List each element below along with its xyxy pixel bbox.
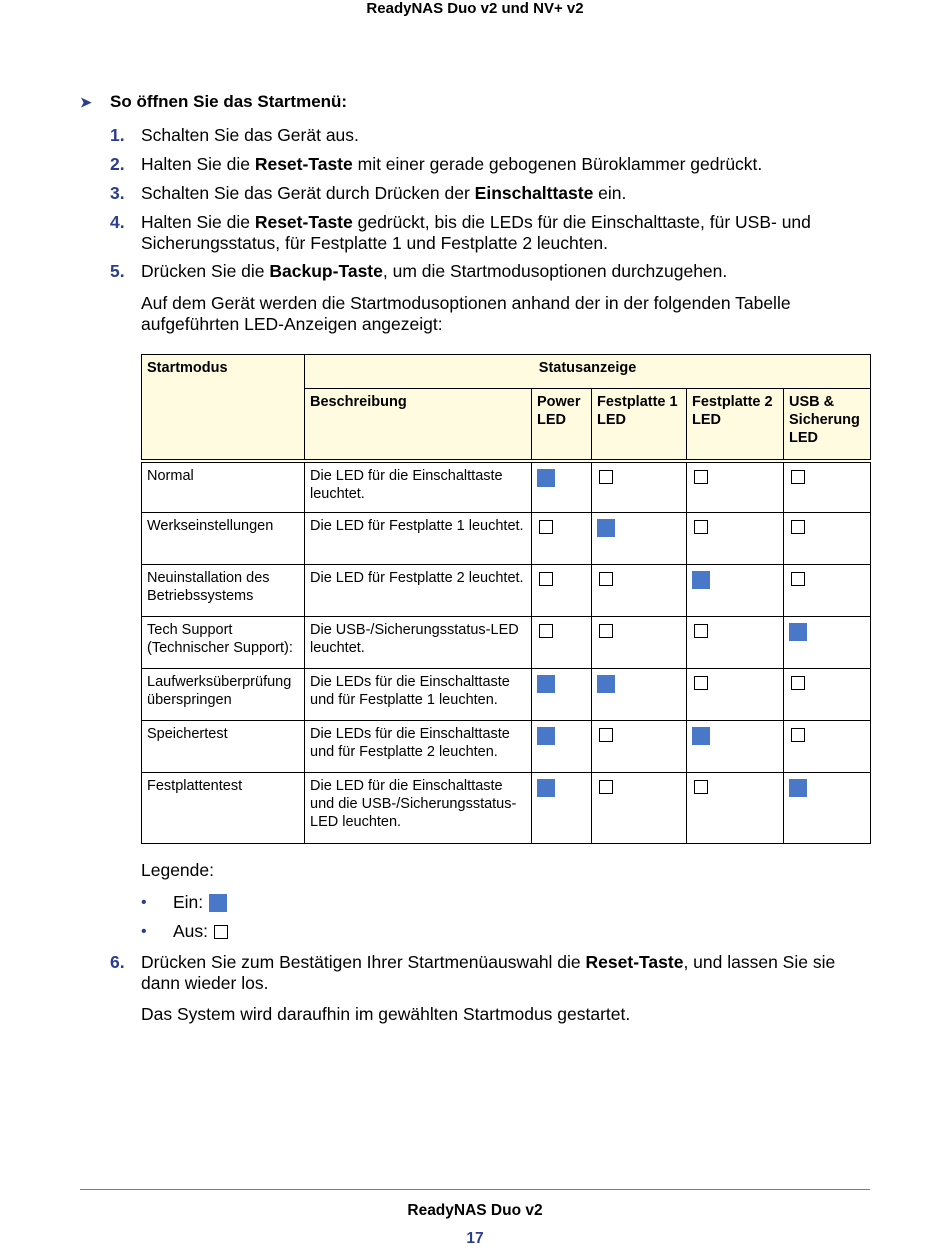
- led-cell-festplatte2: [687, 565, 784, 617]
- table-row: [142, 461, 871, 513]
- description-cell: Die LEDs für die Einschalttaste und für Festplatte 2 leuchten.: [305, 721, 532, 773]
- legend-off-label: Aus:: [173, 921, 209, 941]
- led-off-indicator: [539, 572, 553, 586]
- step-text: Schalten Sie das Gerät durch Drücken der Einschalttaste ein.: [141, 183, 627, 203]
- table-row: [142, 721, 871, 773]
- step-text: Drücken Sie zum Bestätigen Ihrer Startmenüauswahl die Reset-Taste, und lassen Sie sie dann wieder los.: [141, 952, 836, 993]
- led-off-indicator: [539, 520, 553, 534]
- header-statusanzeige: Statusanzeige: [305, 355, 871, 389]
- arrow-right-icon: ➤: [80, 93, 92, 110]
- led-off-indicator: [694, 676, 708, 690]
- led-cell-power: [532, 669, 592, 721]
- led-cell-usb: [784, 669, 871, 721]
- step-5: [110, 261, 870, 282]
- mode-cell: Tech Support (Technischer Support):: [142, 617, 305, 669]
- mode-cell: Speichertest: [142, 721, 305, 773]
- led-on-indicator: [789, 779, 807, 797]
- led-cell-power: [532, 461, 592, 513]
- led-off-indicator: [599, 780, 613, 794]
- led-off-indicator: [599, 728, 613, 742]
- description-cell: Die USB-/Sicherungsstatus-LED leuchtet.: [305, 617, 532, 669]
- led-cell-usb: [784, 513, 871, 565]
- table-row: [142, 513, 871, 565]
- led-off-indicator: [539, 624, 553, 638]
- header-festplatte2-led: Festplatte 2 LED: [687, 389, 784, 461]
- step-3: [110, 183, 870, 204]
- led-on-indicator: [537, 727, 555, 745]
- header-startmodus: Startmodus: [142, 355, 305, 461]
- led-cell-festplatte1: [592, 669, 687, 721]
- step-number: 3.: [110, 183, 125, 203]
- step-text: Drücken Sie die Backup-Taste, um die Startmodusoptionen durchzugehen.: [141, 261, 728, 281]
- mode-cell: Festplattentest: [142, 773, 305, 844]
- led-cell-usb: [784, 721, 871, 773]
- led-on-indicator: [597, 675, 615, 693]
- led-cell-festplatte2: [687, 513, 784, 565]
- led-on-indicator: [789, 623, 807, 641]
- led-off-indicator: [694, 470, 708, 484]
- header-title: ReadyNAS Duo v2 und NV+ v2: [366, 0, 584, 17]
- led-off-indicator: [694, 780, 708, 794]
- step-text: Halten Sie die Reset-Taste mit einer gerade gebogenen Büroklammer gedrückt.: [141, 154, 763, 174]
- description-cell: Die LEDs für die Einschalttaste und für Festplatte 1 leuchten.: [305, 669, 532, 721]
- step-number: 5.: [110, 261, 125, 281]
- led-on-swatch: [209, 894, 227, 912]
- description-cell: Die LED für die Einschalttaste und die USB-/Sicherungsstatus-LED leuchten.: [305, 773, 532, 844]
- led-on-indicator: [537, 469, 555, 487]
- step-4: [110, 212, 870, 254]
- led-cell-festplatte1: [592, 617, 687, 669]
- led-on-indicator: [537, 675, 555, 693]
- led-off-indicator: [791, 676, 805, 690]
- led-cell-festplatte1: [592, 721, 687, 773]
- footer-title: ReadyNAS Duo v2: [407, 1202, 543, 1219]
- step-number: 1.: [110, 125, 125, 145]
- led-cell-festplatte1: [592, 565, 687, 617]
- legend-on: [141, 892, 227, 913]
- header-beschreibung: Beschreibung: [305, 389, 532, 461]
- step-text: Schalten Sie das Gerät aus.: [141, 125, 359, 145]
- led-cell-usb: [784, 565, 871, 617]
- led-cell-festplatte1: [592, 461, 687, 513]
- startup-mode-table: [141, 354, 871, 844]
- led-cell-festplatte1: [592, 513, 687, 565]
- description-cell: Die LED für die Einschalttaste leuchtet.: [305, 461, 532, 513]
- table-row: [142, 565, 871, 617]
- step-6: [110, 952, 870, 994]
- led-cell-festplatte2: [687, 721, 784, 773]
- table-row: [142, 773, 871, 844]
- led-on-indicator: [692, 571, 710, 589]
- led-off-indicator: [694, 624, 708, 638]
- led-cell-festplatte1: [592, 773, 687, 844]
- mode-cell: Normal: [142, 461, 305, 513]
- legend-on-label: Ein:: [173, 892, 204, 912]
- led-cell-usb: [784, 461, 871, 513]
- page-number: 17: [466, 1230, 484, 1247]
- closing-paragraph: Das System wird daraufhin im gewählten Startmodus gestartet.: [141, 1004, 631, 1024]
- led-off-indicator: [791, 470, 805, 484]
- led-cell-power: [532, 565, 592, 617]
- header-festplatte1-led: Festplatte 1 LED: [592, 389, 687, 461]
- table-row: [142, 617, 871, 669]
- step-text: Halten Sie die Reset-Taste gedrückt, bis die LEDs für die Einschalttaste, für USB- und Sicherungsstatus, für Festplatte 1 und Festplatte 2 leuchten.: [141, 212, 811, 253]
- led-off-indicator: [791, 572, 805, 586]
- led-off-swatch: [214, 925, 228, 939]
- led-cell-power: [532, 773, 592, 844]
- step-2: [110, 154, 870, 175]
- header-power-led: Power LED: [532, 389, 592, 461]
- mode-cell: Neuinstallation des Betriebssystems: [142, 565, 305, 617]
- led-off-indicator: [599, 572, 613, 586]
- led-cell-power: [532, 617, 592, 669]
- led-off-indicator: [599, 624, 613, 638]
- led-cell-festplatte2: [687, 617, 784, 669]
- step-number: 2.: [110, 154, 125, 174]
- led-off-indicator: [694, 520, 708, 534]
- led-off-indicator: [791, 728, 805, 742]
- legend-off: [141, 921, 228, 942]
- led-cell-usb: [784, 773, 871, 844]
- procedure-heading: [80, 92, 347, 112]
- description-cell: Die LED für Festplatte 1 leuchtet.: [305, 513, 532, 565]
- led-cell-festplatte2: [687, 669, 784, 721]
- led-off-indicator: [599, 470, 613, 484]
- led-cell-power: [532, 721, 592, 773]
- mode-cell: Werkseinstellungen: [142, 513, 305, 565]
- led-cell-power: [532, 513, 592, 565]
- step-1: [110, 125, 870, 146]
- step-number: 4.: [110, 212, 125, 232]
- led-off-indicator: [791, 520, 805, 534]
- bullet-icon: •: [141, 922, 147, 940]
- legend-label: Legende:: [141, 860, 214, 880]
- led-cell-festplatte2: [687, 773, 784, 844]
- mode-cell: Laufwerksüberprüfung überspringen: [142, 669, 305, 721]
- step-number: 6.: [110, 952, 125, 972]
- led-cell-festplatte2: [687, 461, 784, 513]
- bullet-icon: •: [141, 893, 147, 911]
- led-on-indicator: [597, 519, 615, 537]
- led-on-indicator: [537, 779, 555, 797]
- intro-paragraph: Auf dem Gerät werden die Startmodusoptionen anhand der in der folgenden Tabelle aufgeführten LED-Anzeigen angezeigt:: [141, 293, 791, 334]
- footer-divider: [80, 1189, 870, 1190]
- description-cell: Die LED für Festplatte 2 leuchtet.: [305, 565, 532, 617]
- header-usb-led: USB & Sicherung LED: [784, 389, 871, 461]
- led-cell-usb: [784, 617, 871, 669]
- led-on-indicator: [692, 727, 710, 745]
- table-row: [142, 669, 871, 721]
- procedure-heading-text: So öffnen Sie das Startmenü:: [110, 92, 348, 111]
